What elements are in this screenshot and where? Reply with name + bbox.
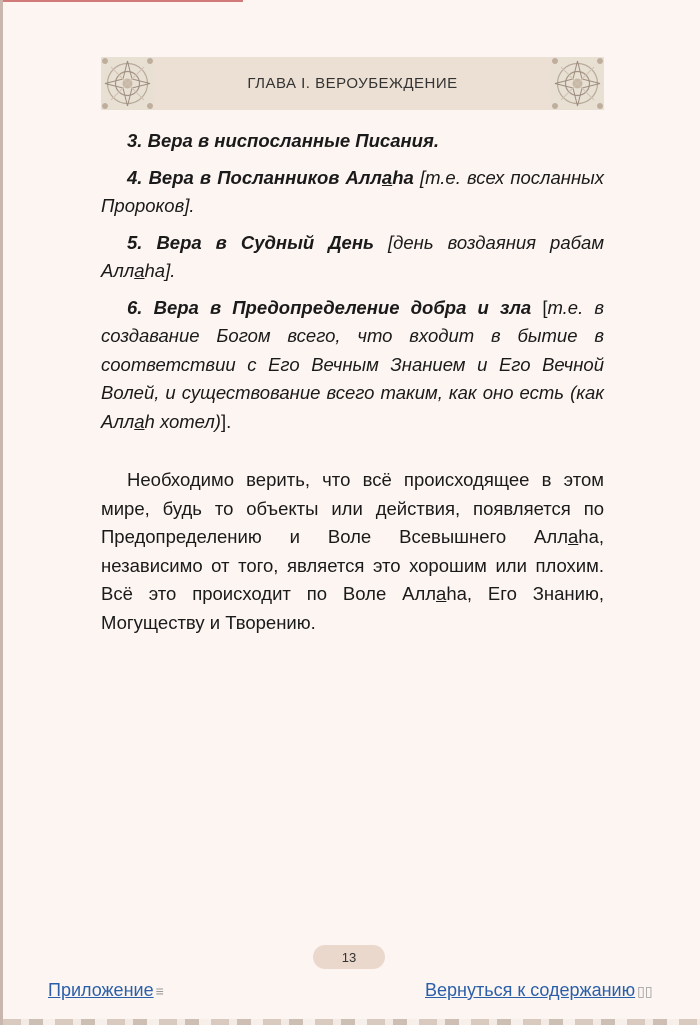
ornament-left-icon [101, 57, 154, 110]
menu-icon: ≡ [155, 983, 164, 999]
book-icon: ▯▯ [637, 983, 653, 999]
ornament-right-icon [551, 57, 604, 110]
list-item-4 [101, 164, 604, 221]
chapter-title: ГЛАВА I. ВЕРОУБЕЖДЕНИЕ [247, 75, 458, 92]
chapter-header [101, 57, 604, 110]
content-body [101, 127, 604, 656]
item-number: 4. [127, 166, 143, 188]
page-number: 13 [313, 945, 385, 969]
list-item-5 [101, 229, 604, 286]
back-to-contents-link[interactable]: Вернуться к содержанию ▯▯ [425, 980, 653, 1000]
item-number: 5. [127, 231, 143, 253]
item-title: Вера в ниспосланные Писания. [147, 130, 439, 151]
item-explanation: [т.е. всех посланных Пророков]. [101, 166, 604, 216]
appendix-link[interactable]: Приложение ≡ [48, 980, 164, 1000]
item-title: Вера в Судный День [156, 231, 375, 253]
item-number: 6. [127, 296, 143, 318]
top-accent-line [3, 0, 243, 2]
item-number: 3. [127, 130, 143, 151]
body-paragraph: Необходимо верить, что всё происходящее в этом мире, будь то объекты или действия, появляется по Предопределению и Воле Всевышнего Аллаhа, независимо от того, является это хорошим или плохим. Всё это происходит по Воле Аллаhа, Его Знанию, Могуществу и Творению. [101, 469, 604, 633]
item-explanation: [т.е. в создавание Богом всего, что входит в бытие в соответствии с Его Вечным Знанием и Его Вечной Волей, и существование всего таким, как оно есть (как Аллаh хотел)]. [101, 296, 605, 432]
item-title: Вера в Посланников Аллаhа [148, 166, 414, 188]
item-explanation: [день воздаяния рабам Аллаhа]. [101, 231, 604, 281]
list-item-3 [101, 127, 604, 156]
item-title: Вера в Предопределение добра и зла [153, 296, 532, 318]
list-item-6 [101, 294, 604, 437]
bottom-decorative-strip [3, 1019, 700, 1025]
